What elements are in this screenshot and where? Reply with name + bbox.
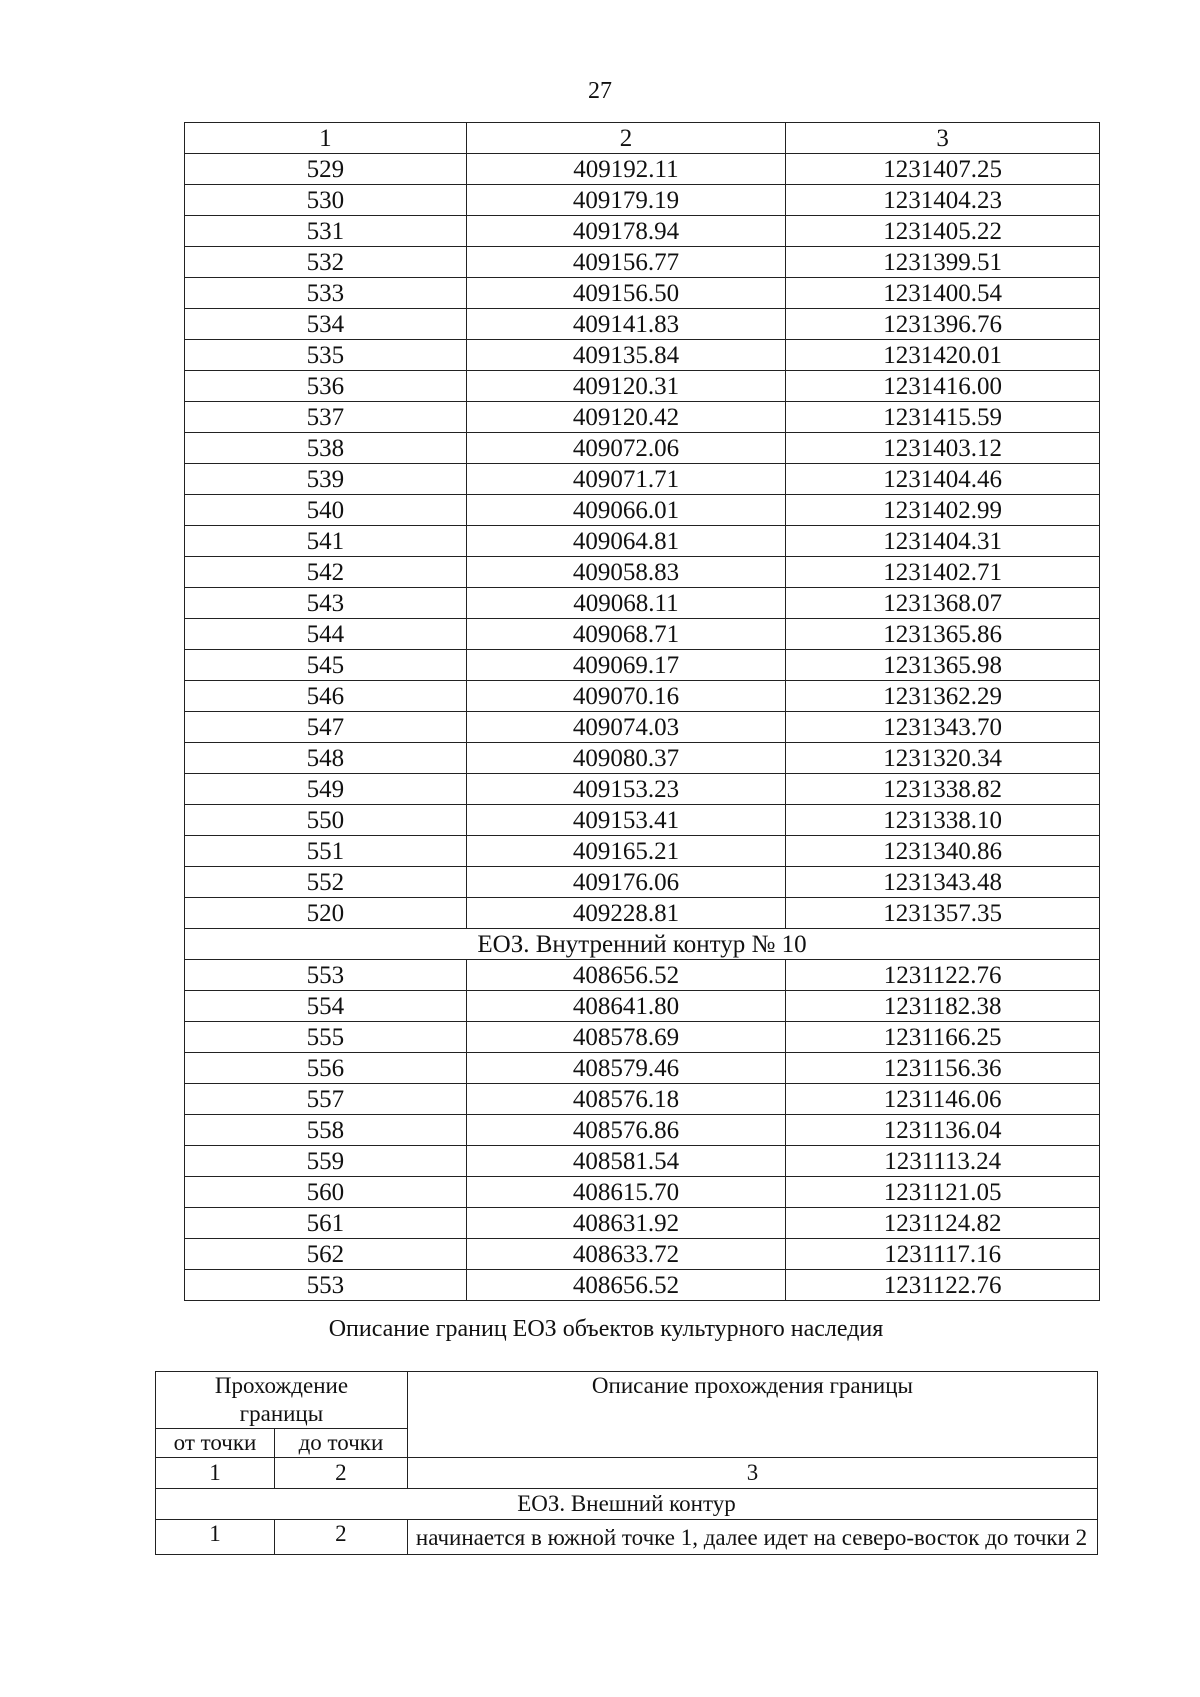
y-coordinate: 1231405.22 <box>786 216 1100 247</box>
table-row <box>185 681 1100 712</box>
y-coordinate: 1231338.82 <box>786 774 1100 805</box>
table-row <box>185 960 1100 991</box>
table-row <box>185 340 1100 371</box>
y-coordinate: 1231407.25 <box>786 154 1100 185</box>
y-coordinate: 1231113.24 <box>786 1146 1100 1177</box>
point-number: 547 <box>185 712 467 743</box>
x-coordinate: 409120.31 <box>466 371 786 402</box>
y-coordinate: 1231166.25 <box>786 1022 1100 1053</box>
table-row <box>185 650 1100 681</box>
y-coordinate: 1231121.05 <box>786 1177 1100 1208</box>
table-row <box>185 805 1100 836</box>
desc-number-row <box>156 1458 1098 1489</box>
point-number: 520 <box>185 898 467 929</box>
point-number: 537 <box>185 402 467 433</box>
x-coordinate: 409064.81 <box>466 526 786 557</box>
point-number: 559 <box>185 1146 467 1177</box>
coordinates-table-body <box>185 123 1100 1301</box>
y-coordinate: 1231402.99 <box>786 495 1100 526</box>
table-row <box>185 1115 1100 1146</box>
y-coordinate: 1231368.07 <box>786 588 1100 619</box>
table-row <box>185 402 1100 433</box>
y-coordinate: 1231340.86 <box>786 836 1100 867</box>
x-coordinate: 408656.52 <box>466 960 786 991</box>
point-number: 552 <box>185 867 467 898</box>
y-coordinate: 1231136.04 <box>786 1115 1100 1146</box>
description-header: Описание прохождения границы <box>407 1372 1097 1458</box>
y-coordinate: 1231420.01 <box>786 340 1100 371</box>
table-row <box>185 1022 1100 1053</box>
x-coordinate: 409058.83 <box>466 557 786 588</box>
table-row <box>185 371 1100 402</box>
y-coordinate: 1231404.23 <box>786 185 1100 216</box>
x-coordinate: 409153.23 <box>466 774 786 805</box>
point-number: 548 <box>185 743 467 774</box>
x-coordinate: 408615.70 <box>466 1177 786 1208</box>
contour-section-label: ЕОЗ. Внешний контур <box>156 1489 1098 1520</box>
point-number: 561 <box>185 1208 467 1239</box>
point-number: 560 <box>185 1177 467 1208</box>
point-number: 562 <box>185 1239 467 1270</box>
table-row <box>185 774 1100 805</box>
table-row <box>185 898 1100 929</box>
y-coordinate: 1231404.46 <box>786 464 1100 495</box>
x-coordinate: 408576.86 <box>466 1115 786 1146</box>
x-coordinate: 409176.06 <box>466 867 786 898</box>
point-number: 538 <box>185 433 467 464</box>
x-coordinate: 409165.21 <box>466 836 786 867</box>
table-row <box>185 588 1100 619</box>
table-row <box>185 154 1100 185</box>
y-coordinate: 1231320.34 <box>786 743 1100 774</box>
point-number: 529 <box>185 154 467 185</box>
point-number: 549 <box>185 774 467 805</box>
x-coordinate: 409066.01 <box>466 495 786 526</box>
x-coordinate: 409156.77 <box>466 247 786 278</box>
x-coordinate: 409228.81 <box>466 898 786 929</box>
table-row <box>185 1084 1100 1115</box>
table-row <box>185 1177 1100 1208</box>
y-coordinate: 1231343.70 <box>786 712 1100 743</box>
y-coordinate: 1231399.51 <box>786 247 1100 278</box>
point-number: 556 <box>185 1053 467 1084</box>
table-row <box>185 526 1100 557</box>
x-coordinate: 409192.11 <box>466 154 786 185</box>
coordinates-header-row <box>185 123 1100 154</box>
y-coordinate: 1231402.71 <box>786 557 1100 588</box>
point-number: 553 <box>185 960 467 991</box>
table-row <box>185 712 1100 743</box>
y-coordinate: 1231343.48 <box>786 867 1100 898</box>
y-coordinate: 1231146.06 <box>786 1084 1100 1115</box>
table-row <box>185 309 1100 340</box>
y-coordinate: 1231362.29 <box>786 681 1100 712</box>
x-coordinate: 409120.42 <box>466 402 786 433</box>
x-coordinate: 408578.69 <box>466 1022 786 1053</box>
desc-section-row <box>156 1489 1098 1520</box>
x-coordinate: 409178.94 <box>466 216 786 247</box>
y-coordinate: 1231404.31 <box>786 526 1100 557</box>
boundary-description-body <box>156 1372 1098 1555</box>
table-row <box>185 867 1100 898</box>
x-coordinate: 408641.80 <box>466 991 786 1022</box>
table-row <box>185 216 1100 247</box>
table-row <box>185 464 1100 495</box>
y-coordinate: 1231117.16 <box>786 1239 1100 1270</box>
point-number: 545 <box>185 650 467 681</box>
y-coordinate: 1231400.54 <box>786 278 1100 309</box>
point-number: 533 <box>185 278 467 309</box>
table-row <box>185 1239 1100 1270</box>
table-row <box>185 836 1100 867</box>
column-header: 3 <box>786 123 1100 154</box>
from-point: 1 <box>156 1520 275 1555</box>
y-coordinate: 1231396.76 <box>786 309 1100 340</box>
x-coordinate: 408633.72 <box>466 1239 786 1270</box>
point-number: 554 <box>185 991 467 1022</box>
page-number: 27 <box>588 78 612 104</box>
point-number: 534 <box>185 309 467 340</box>
passage-header: Прохождение границы <box>156 1372 408 1429</box>
section-title: Описание границ ЕОЗ объектов культурного наследия <box>328 1316 884 1342</box>
table-row <box>185 557 1100 588</box>
x-coordinate: 408581.54 <box>466 1146 786 1177</box>
point-number: 542 <box>185 557 467 588</box>
point-number: 555 <box>185 1022 467 1053</box>
x-coordinate: 409070.16 <box>466 681 786 712</box>
x-coordinate: 409074.03 <box>466 712 786 743</box>
table-row <box>185 1270 1100 1301</box>
point-number: 541 <box>185 526 467 557</box>
column-number: 3 <box>407 1458 1097 1489</box>
y-coordinate: 1231156.36 <box>786 1053 1100 1084</box>
y-coordinate: 1231182.38 <box>786 991 1100 1022</box>
table-row <box>185 278 1100 309</box>
point-number: 536 <box>185 371 467 402</box>
x-coordinate: 409135.84 <box>466 340 786 371</box>
point-number: 546 <box>185 681 467 712</box>
x-coordinate: 408576.18 <box>466 1084 786 1115</box>
to-point: 2 <box>274 1520 407 1555</box>
table-row <box>185 247 1100 278</box>
y-coordinate: 1231338.10 <box>786 805 1100 836</box>
y-coordinate: 1231365.98 <box>786 650 1100 681</box>
x-coordinate: 409153.41 <box>466 805 786 836</box>
boundary-description: начинается в южной точке 1, далее идет на северо-восток до точки 2 <box>407 1520 1097 1555</box>
column-number: 1 <box>156 1458 275 1489</box>
x-coordinate: 409068.71 <box>466 619 786 650</box>
point-number: 544 <box>185 619 467 650</box>
x-coordinate: 408631.92 <box>466 1208 786 1239</box>
point-number: 531 <box>185 216 467 247</box>
boundary-description-table <box>155 1371 1098 1555</box>
y-coordinate: 1231124.82 <box>786 1208 1100 1239</box>
column-header: 1 <box>185 123 467 154</box>
point-number: 530 <box>185 185 467 216</box>
column-header: 2 <box>466 123 786 154</box>
table-row <box>185 1146 1100 1177</box>
point-number: 553 <box>185 1270 467 1301</box>
table-row <box>185 619 1100 650</box>
point-number: 535 <box>185 340 467 371</box>
x-coordinate: 409179.19 <box>466 185 786 216</box>
point-number: 550 <box>185 805 467 836</box>
y-coordinate: 1231357.35 <box>786 898 1100 929</box>
y-coordinate: 1231365.86 <box>786 619 1100 650</box>
table-row <box>185 495 1100 526</box>
column-number: 2 <box>274 1458 407 1489</box>
y-coordinate: 1231415.59 <box>786 402 1100 433</box>
x-coordinate: 409071.71 <box>466 464 786 495</box>
point-number: 558 <box>185 1115 467 1146</box>
table-row <box>185 991 1100 1022</box>
point-number: 532 <box>185 247 467 278</box>
x-coordinate: 409069.17 <box>466 650 786 681</box>
table-row <box>185 185 1100 216</box>
coordinates-table <box>184 122 1100 1301</box>
y-coordinate: 1231122.76 <box>786 1270 1100 1301</box>
x-coordinate: 409080.37 <box>466 743 786 774</box>
y-coordinate: 1231122.76 <box>786 960 1100 991</box>
from-point-header: от точки <box>156 1429 275 1458</box>
x-coordinate: 409068.11 <box>466 588 786 619</box>
point-number: 543 <box>185 588 467 619</box>
x-coordinate: 409156.50 <box>466 278 786 309</box>
table-row <box>185 1053 1100 1084</box>
x-coordinate: 409072.06 <box>466 433 786 464</box>
x-coordinate: 408656.52 <box>466 1270 786 1301</box>
table-row <box>156 1520 1098 1555</box>
point-number: 557 <box>185 1084 467 1115</box>
y-coordinate: 1231416.00 <box>786 371 1100 402</box>
contour-section-row <box>185 929 1100 960</box>
x-coordinate: 409141.83 <box>466 309 786 340</box>
desc-header-row <box>156 1372 1098 1429</box>
contour-section-label: ЕОЗ. Внутренний контур № 10 <box>185 929 1100 960</box>
table-row <box>185 743 1100 774</box>
to-point-header: до точки <box>274 1429 407 1458</box>
table-row <box>185 433 1100 464</box>
table-row <box>185 1208 1100 1239</box>
point-number: 540 <box>185 495 467 526</box>
point-number: 539 <box>185 464 467 495</box>
x-coordinate: 408579.46 <box>466 1053 786 1084</box>
point-number: 551 <box>185 836 467 867</box>
y-coordinate: 1231403.12 <box>786 433 1100 464</box>
